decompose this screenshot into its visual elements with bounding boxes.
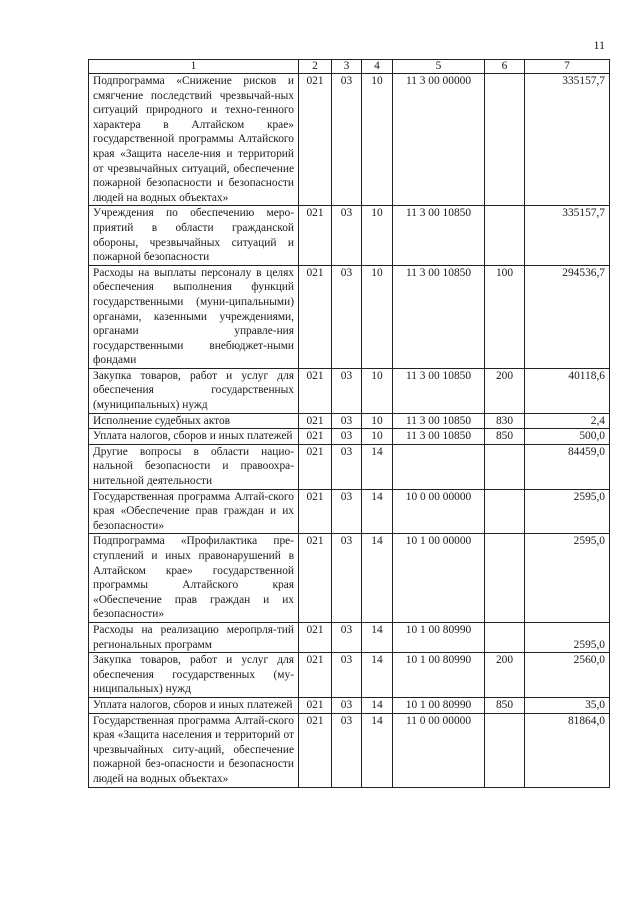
column-header: 7 [525, 60, 610, 74]
subsection-code: 10 [362, 265, 393, 368]
target-article-code: 11 3 00 10850 [393, 265, 485, 368]
target-article-code: 10 1 00 80990 [393, 653, 485, 698]
table-row [89, 622, 610, 652]
amount: 335157,7 [525, 74, 610, 206]
item-name: Расходы на реализацию меропрля-тий региональных программ [89, 622, 299, 652]
target-article-code: 11 3 00 00000 [393, 74, 485, 206]
expense-type-code: 200 [485, 368, 525, 413]
amount: 81864,0 [525, 713, 610, 787]
subsection-code: 10 [362, 74, 393, 206]
page-number: 11 [593, 38, 605, 52]
item-name: Расходы на выплаты персоналу в целях обеспечения выполнения функций государственными (муни-ципальными) органами, казенными учреждениями, органами управле-ния государственными внебюджет-ными фондами [89, 265, 299, 368]
subsection-code: 14 [362, 489, 393, 534]
table-row [89, 713, 610, 787]
amount: 2595,0 [525, 622, 610, 652]
target-article-code: 11 3 00 10850 [393, 206, 485, 265]
ministry-code: 021 [299, 206, 332, 265]
amount: 2,4 [525, 413, 610, 429]
item-name: Уплата налогов, сборов и иных платежей [89, 429, 299, 445]
budget-table [88, 59, 610, 788]
table-row [89, 429, 610, 445]
expense-type-code: 200 [485, 653, 525, 698]
table-row [89, 653, 610, 698]
target-article-code: 11 3 00 10850 [393, 413, 485, 429]
table-header-row [89, 60, 610, 74]
table-row [89, 534, 610, 623]
subsection-code: 10 [362, 368, 393, 413]
item-name: Учреждения по обеспечению меро-приятий в области гражданской обороны, чрезвычайных ситуаций и пожарной безопасности [89, 206, 299, 265]
section-code: 03 [332, 622, 362, 652]
ministry-code: 021 [299, 444, 332, 489]
expense-type-code [485, 489, 525, 534]
item-name: Закупка товаров, работ и услуг для обеспечения государственных (муниципальных) нужд [89, 368, 299, 413]
column-header: 3 [332, 60, 362, 74]
column-header: 5 [393, 60, 485, 74]
section-code: 03 [332, 697, 362, 713]
target-article-code: 10 1 00 80990 [393, 622, 485, 652]
target-article-code: 10 1 00 00000 [393, 534, 485, 623]
ministry-code: 021 [299, 429, 332, 445]
section-code: 03 [332, 368, 362, 413]
section-code: 03 [332, 444, 362, 489]
ministry-code: 021 [299, 489, 332, 534]
target-article-code: 11 3 00 10850 [393, 429, 485, 445]
table-row [89, 413, 610, 429]
expense-type-code [485, 534, 525, 623]
amount: 84459,0 [525, 444, 610, 489]
ministry-code: 021 [299, 622, 332, 652]
subsection-code: 14 [362, 713, 393, 787]
section-code: 03 [332, 429, 362, 445]
column-header: 4 [362, 60, 393, 74]
target-article-code: 10 1 00 80990 [393, 697, 485, 713]
item-name: Подпрограмма «Снижение рисков и смягчение последствий чрезвычай-ных ситуаций природного и техно-генного характера в Алтайском крае» государственной программы Алтайского края «Защита населе-ния и территорий от чрезвычайных ситуаций, обеспечение пожарной безопасности и безопасности людей на водных объектах» [89, 74, 299, 206]
item-name: Государственная программа Алтай-ского края «Защита населения и территорий от чрезвычайных ситу-аций, обеспечение пожарной без-опасности и безопасности людей на водных объектах» [89, 713, 299, 787]
amount: 40118,6 [525, 368, 610, 413]
ministry-code: 021 [299, 74, 332, 206]
item-name: Исполнение судебных актов [89, 413, 299, 429]
subsection-code: 14 [362, 653, 393, 698]
amount: 2595,0 [525, 534, 610, 623]
expense-type-code [485, 206, 525, 265]
ministry-code: 021 [299, 413, 332, 429]
section-code: 03 [332, 713, 362, 787]
subsection-code: 10 [362, 206, 393, 265]
subsection-code: 14 [362, 534, 393, 623]
expense-type-code [485, 444, 525, 489]
table-row [89, 206, 610, 265]
ministry-code: 021 [299, 713, 332, 787]
item-name: Подпрограмма «Профилактика пре-ступлений и иных правонарушений в Алтайском крае» государственной программы Алтайского края «Обеспечение прав граждан и их безопасности» [89, 534, 299, 623]
table-row [89, 368, 610, 413]
column-header: 6 [485, 60, 525, 74]
expense-type-code [485, 713, 525, 787]
expense-type-code: 830 [485, 413, 525, 429]
expense-type-code [485, 74, 525, 206]
table-row [89, 265, 610, 368]
amount: 2560,0 [525, 653, 610, 698]
table-row [89, 489, 610, 534]
item-name: Закупка товаров, работ и услуг для обеспечения государственных (му-ниципальных) нужд [89, 653, 299, 698]
ministry-code: 021 [299, 653, 332, 698]
section-code: 03 [332, 74, 362, 206]
expense-type-code: 100 [485, 265, 525, 368]
subsection-code: 14 [362, 444, 393, 489]
subsection-code: 14 [362, 697, 393, 713]
target-article-code: 11 0 00 00000 [393, 713, 485, 787]
subsection-code: 10 [362, 413, 393, 429]
subsection-code: 10 [362, 429, 393, 445]
amount: 500,0 [525, 429, 610, 445]
item-name: Государственная программа Алтай-ского края «Обеспечение прав граждан и их безопасности» [89, 489, 299, 534]
column-header: 2 [299, 60, 332, 74]
section-code: 03 [332, 534, 362, 623]
target-article-code [393, 444, 485, 489]
table-row [89, 444, 610, 489]
section-code: 03 [332, 265, 362, 368]
amount: 294536,7 [525, 265, 610, 368]
table-row [89, 697, 610, 713]
target-article-code: 11 3 00 10850 [393, 368, 485, 413]
subsection-code: 14 [362, 622, 393, 652]
amount: 335157,7 [525, 206, 610, 265]
column-header: 1 [89, 60, 299, 74]
ministry-code: 021 [299, 534, 332, 623]
expense-type-code [485, 622, 525, 652]
expense-type-code: 850 [485, 429, 525, 445]
section-code: 03 [332, 489, 362, 534]
item-name: Другие вопросы в области нацио-нальной безопасности и правоохра-нительной деятельности [89, 444, 299, 489]
target-article-code: 10 0 00 00000 [393, 489, 485, 534]
ministry-code: 021 [299, 697, 332, 713]
ministry-code: 021 [299, 265, 332, 368]
item-name: Уплата налогов, сборов и иных платежей [89, 697, 299, 713]
amount: 2595,0 [525, 489, 610, 534]
expense-type-code: 850 [485, 697, 525, 713]
table-row [89, 74, 610, 206]
section-code: 03 [332, 206, 362, 265]
section-code: 03 [332, 653, 362, 698]
section-code: 03 [332, 413, 362, 429]
amount: 35,0 [525, 697, 610, 713]
ministry-code: 021 [299, 368, 332, 413]
